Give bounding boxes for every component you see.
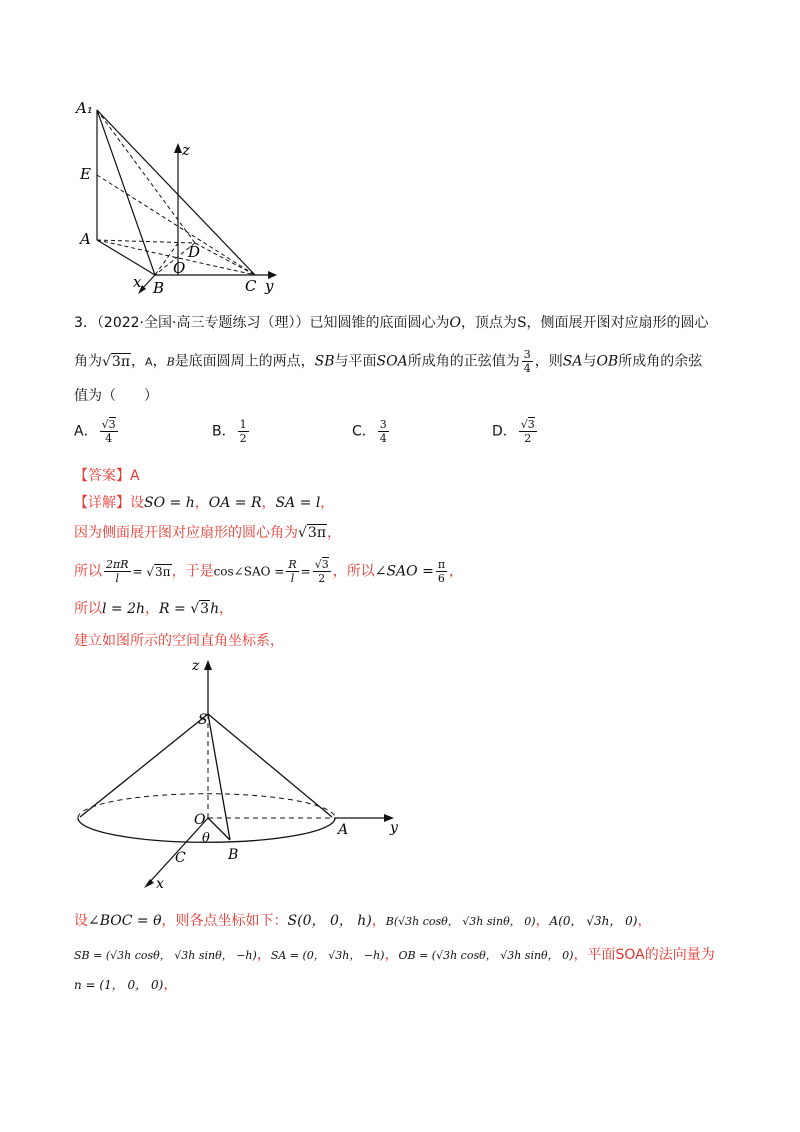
point-S: S(0， 0， h) (287, 913, 372, 929)
solution-line-2: 因为侧面展开图对应扇形的圆心角为√3π， (74, 525, 342, 541)
fig2-label-z: z (192, 658, 200, 674)
answer-value: A (130, 468, 140, 484)
option-d[interactable]: D． $\frac{√3}{2}$ (492, 418, 535, 445)
vector-OB: OB = (√3h cosθ， √3h sinθ， 0) (398, 949, 574, 962)
answer-line (74, 465, 140, 485)
fig1-label-A: A (80, 230, 91, 248)
option-c[interactable]: C． $\frac{3}{4}$ (352, 418, 387, 445)
question-line-2: 角为√3π，A，B是底面圆周上的两点，SB与平面SOA所成角的正弦值为 $\frac{3}{4}$ ，则SA与OB所成角的余弦 (74, 348, 703, 375)
fig2-label-B: B (228, 847, 239, 863)
normal-vector: n = (1， 0， 0) (74, 978, 164, 992)
solution-line-1: 【详解】设SO = h，OA = R，SA = l， (74, 495, 335, 511)
answer-tag: 【答案】 (74, 468, 130, 484)
figure-prism (70, 95, 290, 300)
fig1-label-z: z (182, 141, 190, 159)
fig1-label-x: x (133, 273, 142, 291)
solution-line-3: 所以 $\frac{2\pi R}{l}$ = √3π，于是cos∠SAO = $\frac{R}{l}$ = $\frac{√3}{2}$ ，所以∠SAO = $\frac{\pi}{6}$ ， (74, 558, 464, 585)
fig1-label-O: O (173, 259, 186, 277)
point-A: A(0， √3h， 0) (549, 914, 638, 928)
vector-SB: SB = (√3h cosθ， √3h sinθ， −h) (74, 949, 257, 962)
question-line-1: 3．（2022·全国·高三专题练习（理））已知圆锥的底面圆心为O，顶点为S，侧面展开图对应扇形的圆心 (74, 315, 709, 331)
solution-tag: 【详解】 (74, 495, 130, 511)
option-b[interactable]: B． $\frac{1}{2}$ (212, 418, 247, 445)
coords-line-2: SB = (√3h cosθ， √3h sinθ， −h)，SA = (0， √3h， −h)，OB = (√3h cosθ， √3h sinθ， 0)，平面SOA的法向量为 (74, 947, 715, 963)
fig2-label-theta: θ (202, 831, 210, 846)
fig2-label-O: O (194, 812, 206, 828)
question-source: （2022·全国·高三专题练习（理）） (96, 315, 310, 331)
fig1-label-D: D (188, 243, 201, 261)
sqrt-3pi: √3π (102, 353, 131, 370)
fig1-label-y: y (265, 277, 274, 295)
figure-cone (70, 652, 410, 892)
question-number: 3． (74, 315, 97, 331)
fig1-label-E: E (80, 165, 91, 183)
solution-line-4: 所以l = 2h，R = √3h， (74, 601, 234, 617)
fig1-label-B: B (153, 279, 165, 297)
fig1-label-A1: A₁ (76, 99, 93, 117)
fig2-label-y: y (390, 820, 398, 836)
question-line-3: 值为（ ） (74, 388, 158, 404)
solution-line-5: 建立如图所示的空间直角坐标系， (74, 633, 284, 649)
option-a[interactable]: A． $\frac{√3}{4}$ (74, 418, 116, 445)
point-B: B(√3h cosθ， √3h sinθ， 0) (385, 915, 536, 928)
fig2-label-A: A (338, 822, 349, 838)
vector-SA: SA = (0， √3h， −h) (270, 949, 385, 962)
fig1-label-C: C (245, 277, 257, 295)
coords-line-3: n = (1， 0， 0)， (74, 977, 178, 993)
fig2-label-C: C (175, 850, 186, 866)
fig2-label-x: x (156, 876, 164, 892)
fig2-label-S: S (198, 712, 208, 728)
coords-line-1: 设∠BOC = θ，则各点坐标如下：S(0， 0， h)，B(√3h cosθ， √3h sinθ， 0)，A(0， √3h， 0)， (74, 913, 652, 929)
fraction-3-4: $\frac{3}{4}$ (523, 348, 531, 375)
